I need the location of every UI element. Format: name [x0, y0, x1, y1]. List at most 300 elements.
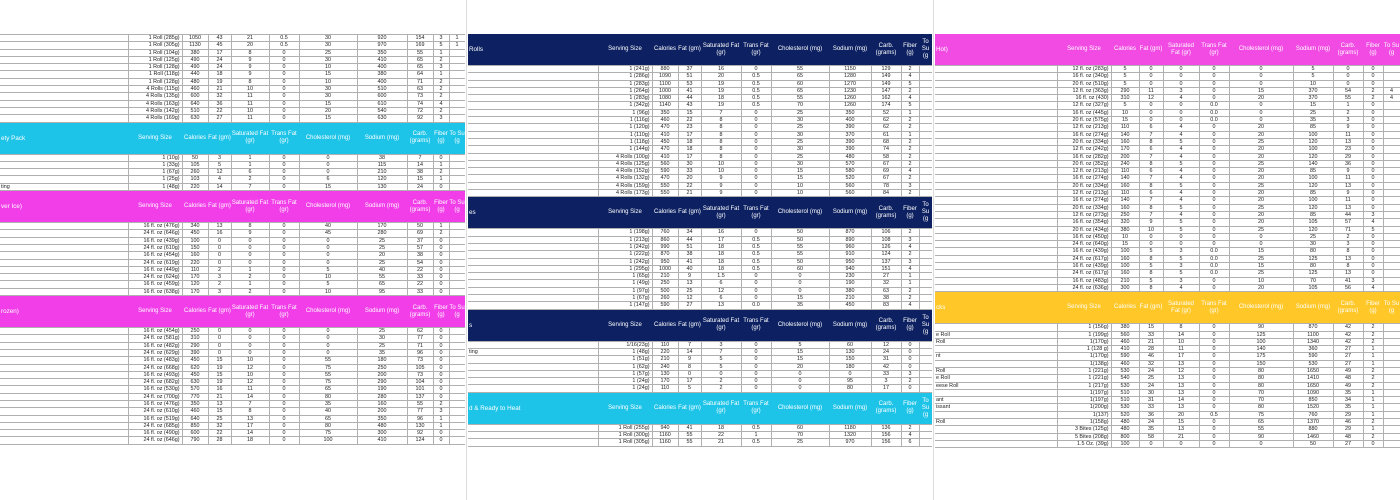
- nutrient-cell: 170: [182, 288, 208, 295]
- nutrient-cell: 180: [357, 357, 407, 364]
- nutrient-cell: [919, 370, 932, 377]
- nutrient-cell: 124: [871, 251, 901, 258]
- nutrient-cell: 390: [829, 138, 871, 145]
- nutrient-cell: [1383, 73, 1400, 80]
- nutrient-cell: 20: [357, 252, 407, 259]
- nutrient-cell: 210: [1111, 277, 1139, 284]
- table-row: [935, 440, 1400, 447]
- nutrient-cell: 1: [231, 154, 269, 161]
- item-name-cell: [468, 80, 598, 87]
- nutrient-cell: 0: [1199, 73, 1229, 80]
- nutrient-cell: 130: [829, 348, 871, 355]
- table-row: [0, 393, 465, 400]
- item-name-cell: [935, 219, 1057, 226]
- nutrient-cell: 0: [1199, 277, 1229, 284]
- serving-size-cell: 16 fl. oz (483g): [1057, 277, 1111, 284]
- nutrient-cell: [449, 415, 465, 422]
- nutrient-cell: 800: [1111, 433, 1139, 440]
- nutrient-cell: 380: [182, 49, 208, 56]
- table-row: [468, 109, 932, 116]
- nutrient-cell: 5: [1163, 255, 1199, 262]
- serving-size-cell: 1 (199g): [1057, 331, 1111, 338]
- nutrient-cell: 0: [1363, 124, 1383, 131]
- table-row: [0, 288, 465, 295]
- serving-size-cell: 1 Roll (125g): [128, 56, 182, 63]
- nutrient-cell: 560: [829, 182, 871, 189]
- nutrient-cell: [919, 287, 932, 294]
- nutrient-cell: 0: [741, 182, 771, 189]
- nutrient-cell: 0: [1199, 284, 1229, 291]
- nutrient-cell: 950: [829, 258, 871, 265]
- item-name-cell: [468, 431, 598, 438]
- nutrient-cell: 10: [231, 357, 269, 364]
- nutrient-cell: 1: [433, 415, 449, 422]
- nutrient-cell: 0: [269, 223, 299, 230]
- nutrient-cell: 1: [1363, 404, 1383, 411]
- item-name-cell: [935, 190, 1057, 197]
- table-row: [0, 56, 465, 63]
- nutrient-cell: 2: [901, 378, 919, 385]
- nutrient-cell: 0: [1163, 440, 1199, 447]
- serving-size-cell: 1(170g): [1057, 338, 1111, 345]
- nutrient-cell: 9: [231, 64, 269, 71]
- serving-size-cell: 16 fl. oz (354g): [1057, 219, 1111, 226]
- nutrient-cell: 25: [208, 415, 231, 422]
- nutrient-cell: 25: [357, 342, 407, 349]
- nutrient-cell: 0: [1139, 440, 1163, 447]
- nutrient-cell: 126: [871, 243, 901, 250]
- item-name-cell: e Roll: [935, 375, 1057, 382]
- serving-size-cell: 16 fl. oz (439g): [1057, 263, 1111, 270]
- nutrient-cell: 380: [829, 287, 871, 294]
- table-row: [0, 342, 465, 349]
- nutrient-cell: 55: [407, 400, 433, 407]
- serving-size-cell: 1 (342g): [598, 102, 652, 109]
- nutrient-cell: 14: [407, 161, 433, 168]
- nutrient-cell: [449, 422, 465, 429]
- nutrient-cell: 0: [433, 342, 449, 349]
- nutrient-cell: 44: [1333, 211, 1363, 218]
- nutrient-cell: 70: [1229, 397, 1293, 404]
- serving-size-cell: 16 fl. oz (519g): [128, 415, 182, 422]
- table-row: [468, 190, 932, 197]
- nutrient-cell: 20: [1229, 146, 1293, 153]
- column-header: Serving Size: [598, 34, 652, 66]
- serving-size-cell: 1 (51g): [598, 356, 652, 363]
- table-row: [935, 241, 1400, 248]
- nutrient-cell: 42: [1333, 338, 1363, 345]
- nutrient-cell: 0: [1199, 353, 1229, 360]
- nutrient-cell: 0: [741, 160, 771, 167]
- nutrient-cell: 92: [407, 115, 433, 122]
- nutrient-cell: 590: [652, 168, 678, 175]
- serving-size-cell: 16 fl. oz (476g): [128, 223, 182, 230]
- nutrient-cell: 180: [829, 363, 871, 370]
- nutrient-cell: 0: [741, 190, 771, 197]
- table-row: [0, 244, 465, 251]
- column-header: Fat (gm): [208, 296, 231, 328]
- item-name-cell: [935, 102, 1057, 109]
- nutrition-panel-left: [0, 34, 465, 445]
- nutrient-cell: 0: [741, 385, 771, 392]
- nutrient-cell: [919, 385, 932, 392]
- nutrient-cell: 0: [269, 100, 299, 107]
- nutrient-cell: 0: [269, 400, 299, 407]
- nutrient-cell: [919, 182, 932, 189]
- nutrient-cell: 1.5: [701, 273, 741, 280]
- serving-size-cell: 16 fl. oz (445g): [1057, 109, 1111, 116]
- nutrient-cell: 310: [1111, 95, 1139, 102]
- nutrient-cell: 490: [182, 56, 208, 63]
- nutrient-cell: 13: [1333, 138, 1363, 145]
- nutrient-cell: 30: [299, 93, 357, 100]
- nutrient-cell: 1090: [1293, 389, 1333, 396]
- nutrient-cell: 0: [299, 252, 357, 259]
- nutrient-cell: 0: [269, 56, 299, 63]
- nutrient-cell: 2: [1363, 324, 1383, 331]
- nutrient-cell: 151: [871, 265, 901, 272]
- column-header: Trans Fat (gr): [1199, 292, 1229, 324]
- serving-size-cell: 12 fl. oz (213g): [1057, 168, 1111, 175]
- table-row: [935, 277, 1400, 284]
- nutrient-cell: 1160: [652, 439, 678, 446]
- serving-size-cell: 1 (221g): [1057, 375, 1111, 382]
- serving-size-cell: 4 Rolls (169g): [128, 115, 182, 122]
- nutrient-cell: 0: [741, 109, 771, 116]
- nutrient-cell: 280: [357, 393, 407, 400]
- nutrient-cell: 1000: [652, 265, 678, 272]
- nutrient-cell: 0: [1199, 168, 1229, 175]
- nutrient-cell: 45: [299, 230, 357, 237]
- nutrient-cell: 85: [1293, 190, 1333, 197]
- nutrient-cell: 0: [1199, 175, 1229, 182]
- nutrient-cell: [1383, 248, 1400, 255]
- nutrient-cell: 32: [208, 93, 231, 100]
- nutrient-cell: 1: [231, 266, 269, 273]
- nutrient-cell: 11: [1163, 346, 1199, 353]
- nutrient-cell: 260: [652, 295, 678, 302]
- nutrient-cell: 25: [357, 237, 407, 244]
- nutrient-cell: 0: [771, 385, 829, 392]
- nutrient-cell: 15: [1229, 87, 1293, 94]
- table-row: [468, 348, 932, 355]
- nutrient-cell: 0: [741, 153, 771, 160]
- serving-size-cell: 1 (65g): [598, 273, 652, 280]
- serving-size-cell: 1(158g): [1057, 419, 1111, 426]
- table-row: [0, 86, 465, 93]
- nutrient-cell: [1383, 433, 1400, 440]
- serving-size-cell: 20 fl. oz (510g): [1057, 80, 1111, 87]
- nutrient-cell: 15: [208, 408, 231, 415]
- nutrient-cell: 0.5: [741, 424, 771, 431]
- serving-size-cell: 1 (242g): [598, 243, 652, 250]
- nutrient-cell: 0: [1199, 233, 1229, 240]
- item-name-cell: [468, 109, 598, 116]
- nutrient-cell: 17: [231, 422, 269, 429]
- nutrient-cell: 0.0: [1199, 270, 1229, 277]
- table-row: [468, 138, 932, 145]
- nutrient-cell: 20: [1163, 411, 1199, 418]
- serving-size-cell: 1 (144g): [598, 146, 652, 153]
- table-row: [935, 367, 1400, 374]
- serving-size-cell: 1 (33g): [128, 161, 182, 168]
- nutrient-cell: [1383, 360, 1400, 367]
- serving-size-cell: 1 (57g): [598, 370, 652, 377]
- nutrient-cell: [449, 364, 465, 371]
- nutrient-cell: 0: [269, 71, 299, 78]
- table-row: [935, 66, 1400, 73]
- nutrient-cell: 450: [182, 357, 208, 364]
- nutrient-cell: 13: [1333, 204, 1363, 211]
- serving-size-cell: 1 (283g): [598, 95, 652, 102]
- item-name-cell: [468, 117, 598, 124]
- nutrient-cell: 1: [449, 42, 465, 49]
- nutrient-cell: 149: [871, 80, 901, 87]
- nutrient-cell: 11: [1333, 175, 1363, 182]
- nutrient-cell: 46: [1333, 419, 1363, 426]
- nutrient-cell: 550: [652, 182, 678, 189]
- item-name-cell: [935, 277, 1057, 284]
- nutrient-cell: 14: [1163, 331, 1199, 338]
- nutrient-cell: 22: [678, 182, 701, 189]
- nutrient-cell: [449, 161, 465, 168]
- table-row: [935, 131, 1400, 138]
- nutrient-cell: 350: [829, 109, 871, 116]
- nutrient-cell: 44: [678, 95, 701, 102]
- nutrient-cell: 7: [1139, 197, 1163, 204]
- table-row: [935, 397, 1400, 404]
- nutrient-cell: 0: [771, 280, 829, 287]
- column-header: Sodium (mg): [357, 122, 407, 154]
- nutrient-cell: 4: [1163, 175, 1199, 182]
- column-header: Fiber (g): [901, 34, 919, 66]
- nutrient-cell: 0: [741, 66, 771, 73]
- nutrient-cell: 0: [771, 370, 829, 377]
- nutrient-cell: 30: [299, 56, 357, 63]
- serving-size-cell: 1 (62g): [598, 363, 652, 370]
- nutrient-cell: 140: [1293, 160, 1333, 167]
- nutrient-cell: 0: [1199, 375, 1229, 382]
- nutrient-cell: 2: [433, 400, 449, 407]
- nutrient-cell: 6: [1139, 190, 1163, 197]
- serving-size-cell: 1 (198g): [598, 229, 652, 236]
- nutrient-cell: 0: [208, 342, 231, 349]
- nutrient-cell: 15: [1139, 324, 1163, 331]
- nutrient-cell: 0: [741, 175, 771, 182]
- table-row: [935, 433, 1400, 440]
- nutrient-cell: [919, 280, 932, 287]
- serving-size-cell: 1 (128 g): [1057, 346, 1111, 353]
- nutrient-cell: 210: [829, 295, 871, 302]
- table-row: [468, 175, 932, 182]
- nutrient-cell: 25: [1229, 138, 1293, 145]
- nutrient-cell: 19: [701, 102, 741, 109]
- nutrient-cell: 170: [182, 274, 208, 281]
- nutrient-cell: 3: [901, 370, 919, 377]
- column-header: Fiber (g): [901, 309, 919, 341]
- nutrient-cell: 55: [771, 95, 829, 102]
- item-name-cell: [935, 168, 1057, 175]
- item-name-cell: [0, 371, 128, 378]
- nutrient-cell: 0: [1363, 168, 1383, 175]
- nutrient-cell: 3: [433, 408, 449, 415]
- nutrient-cell: 0: [1163, 66, 1199, 73]
- nutrient-cell: 25: [771, 138, 829, 145]
- nutrient-cell: 70: [1229, 389, 1293, 396]
- nutrient-cell: 290: [182, 342, 208, 349]
- nutrient-cell: 0: [269, 86, 299, 93]
- nutrient-cell: 67: [871, 160, 901, 167]
- nutrient-cell: 240: [652, 363, 678, 370]
- nutrient-cell: 19: [208, 364, 231, 371]
- nutrient-cell: 40: [299, 223, 357, 230]
- nutrient-cell: 1150: [829, 66, 871, 73]
- nutrient-cell: 0: [1199, 66, 1229, 73]
- nutrient-cell: 2: [901, 160, 919, 167]
- nutrient-cell: 125: [1229, 331, 1293, 338]
- nutrient-cell: 0.5: [741, 102, 771, 109]
- column-header: Sodium (mg): [1293, 34, 1333, 66]
- nutrient-cell: 52: [871, 109, 901, 116]
- nutrient-cell: 0: [269, 252, 299, 259]
- nutrient-cell: 35: [1293, 117, 1333, 124]
- nutrient-cell: 75: [1229, 411, 1293, 418]
- nutrient-cell: 410: [652, 131, 678, 138]
- serving-size-cell: 24 fl. oz (629g): [128, 349, 182, 356]
- serving-size-cell: 16 fl. oz (439g): [128, 237, 182, 244]
- nutrient-cell: 12: [1139, 95, 1163, 102]
- nutrient-cell: 0: [269, 154, 299, 161]
- serving-size-cell: 1(200g): [1057, 404, 1111, 411]
- table-row: [0, 328, 465, 335]
- nutrient-cell: [919, 102, 932, 109]
- nutrient-cell: 7: [231, 400, 269, 407]
- nutrient-cell: 0: [433, 379, 449, 386]
- nutrient-cell: 0: [1199, 146, 1229, 153]
- nutrient-cell: 1: [1363, 353, 1383, 360]
- section-title: Hot): [935, 34, 1057, 66]
- nutrient-cell: 0: [269, 237, 299, 244]
- nutrient-cell: 74: [407, 100, 433, 107]
- nutrient-cell: 32: [208, 422, 231, 429]
- item-name-cell: [468, 229, 598, 236]
- item-name-cell: [0, 281, 128, 288]
- nutrient-cell: 1100: [1293, 331, 1333, 338]
- serving-size-cell: 16 fl. oz (638g): [128, 288, 182, 295]
- nutrient-cell: [1383, 124, 1400, 131]
- nutrient-cell: 2: [433, 56, 449, 63]
- nutrient-cell: 390: [829, 146, 871, 153]
- item-name-cell: [935, 175, 1057, 182]
- nutrient-cell: 25: [1139, 375, 1163, 382]
- nutrient-cell: 75: [299, 430, 357, 437]
- nutrient-cell: 12: [871, 341, 901, 348]
- nutrient-cell: 20: [701, 73, 741, 80]
- item-name-cell: [468, 378, 598, 385]
- table-row: [0, 422, 465, 429]
- nutrient-cell: 140: [1111, 175, 1139, 182]
- nutrient-cell: [919, 160, 932, 167]
- table-row: [0, 71, 465, 78]
- nutrient-cell: [1383, 277, 1400, 284]
- nutrient-cell: 0: [1363, 160, 1383, 167]
- nutrient-cell: [1383, 182, 1400, 189]
- nutrient-cell: 25: [1293, 109, 1333, 116]
- nutrient-cell: 8: [231, 49, 269, 56]
- nutrient-cell: 75: [299, 379, 357, 386]
- nutrient-cell: 15: [1229, 248, 1293, 255]
- nutrient-cell: [919, 251, 932, 258]
- nutrient-cell: 0.0: [1199, 263, 1229, 270]
- nutrient-cell: 35: [771, 302, 829, 309]
- nutrient-cell: 110: [1111, 168, 1139, 175]
- table-row: [468, 131, 932, 138]
- nutrient-cell: 3: [208, 288, 231, 295]
- column-header: To Su (g: [919, 34, 932, 66]
- nutrient-cell: [449, 281, 465, 288]
- item-name-cell: [0, 223, 128, 230]
- nutrient-cell: 110: [1111, 190, 1139, 197]
- nutrient-cell: 160: [182, 252, 208, 259]
- serving-size-cell: 1 (120g): [598, 124, 652, 131]
- nutrient-cell: [919, 131, 932, 138]
- nutrient-cell: 0: [433, 244, 449, 251]
- nutrient-cell: 5: [1111, 102, 1139, 109]
- nutrient-cell: 0: [741, 348, 771, 355]
- table-row: [0, 415, 465, 422]
- item-name-cell: [0, 349, 128, 356]
- table-row: [468, 273, 932, 280]
- nutrient-cell: [1383, 382, 1400, 389]
- nutrient-cell: 410: [652, 153, 678, 160]
- table-row: [468, 236, 932, 243]
- nutrient-cell: 0: [1199, 197, 1229, 204]
- serving-size-cell: 1 (156g): [1057, 324, 1111, 331]
- nutrient-cell: 78: [871, 182, 901, 189]
- nutrient-cell: [449, 386, 465, 393]
- serving-size-cell: 16 fl. oz (490g): [128, 430, 182, 437]
- table-row: [935, 138, 1400, 145]
- nutrient-cell: [919, 80, 932, 87]
- nutrient-cell: 5: [1293, 66, 1333, 73]
- nutrient-cell: 49: [1333, 382, 1363, 389]
- nutrient-cell: 880: [1293, 426, 1333, 433]
- nutrient-cell: 55: [407, 49, 433, 56]
- nutrient-cell: 460: [652, 117, 678, 124]
- nutrient-cell: [919, 348, 932, 355]
- nutrient-cell: 65: [299, 386, 357, 393]
- nutrient-cell: 55: [1229, 426, 1293, 433]
- table-row: [468, 378, 932, 385]
- nutrient-cell: [1383, 80, 1400, 87]
- nutrient-cell: [1383, 190, 1400, 197]
- nutrient-cell: 1: [1363, 426, 1383, 433]
- nutrient-cell: 25: [1293, 233, 1333, 240]
- serving-size-cell: 1(197g): [1057, 389, 1111, 396]
- nutrient-cell: 46: [1139, 353, 1163, 360]
- nutrient-cell: 147: [871, 87, 901, 94]
- nutrient-cell: 62: [871, 117, 901, 124]
- nutrient-cell: 0: [1199, 138, 1229, 145]
- serving-size-cell: 1 Roll (305g): [128, 42, 182, 49]
- nutrient-cell: 11: [231, 386, 269, 393]
- serving-size-cell: 16 fl. oz (454g): [128, 328, 182, 335]
- table-row: [0, 100, 465, 107]
- column-header: Serving Size: [598, 309, 652, 341]
- nutrient-cell: 15: [1111, 117, 1139, 124]
- column-header: To Su (g: [449, 191, 465, 223]
- nutrient-cell: [1383, 404, 1400, 411]
